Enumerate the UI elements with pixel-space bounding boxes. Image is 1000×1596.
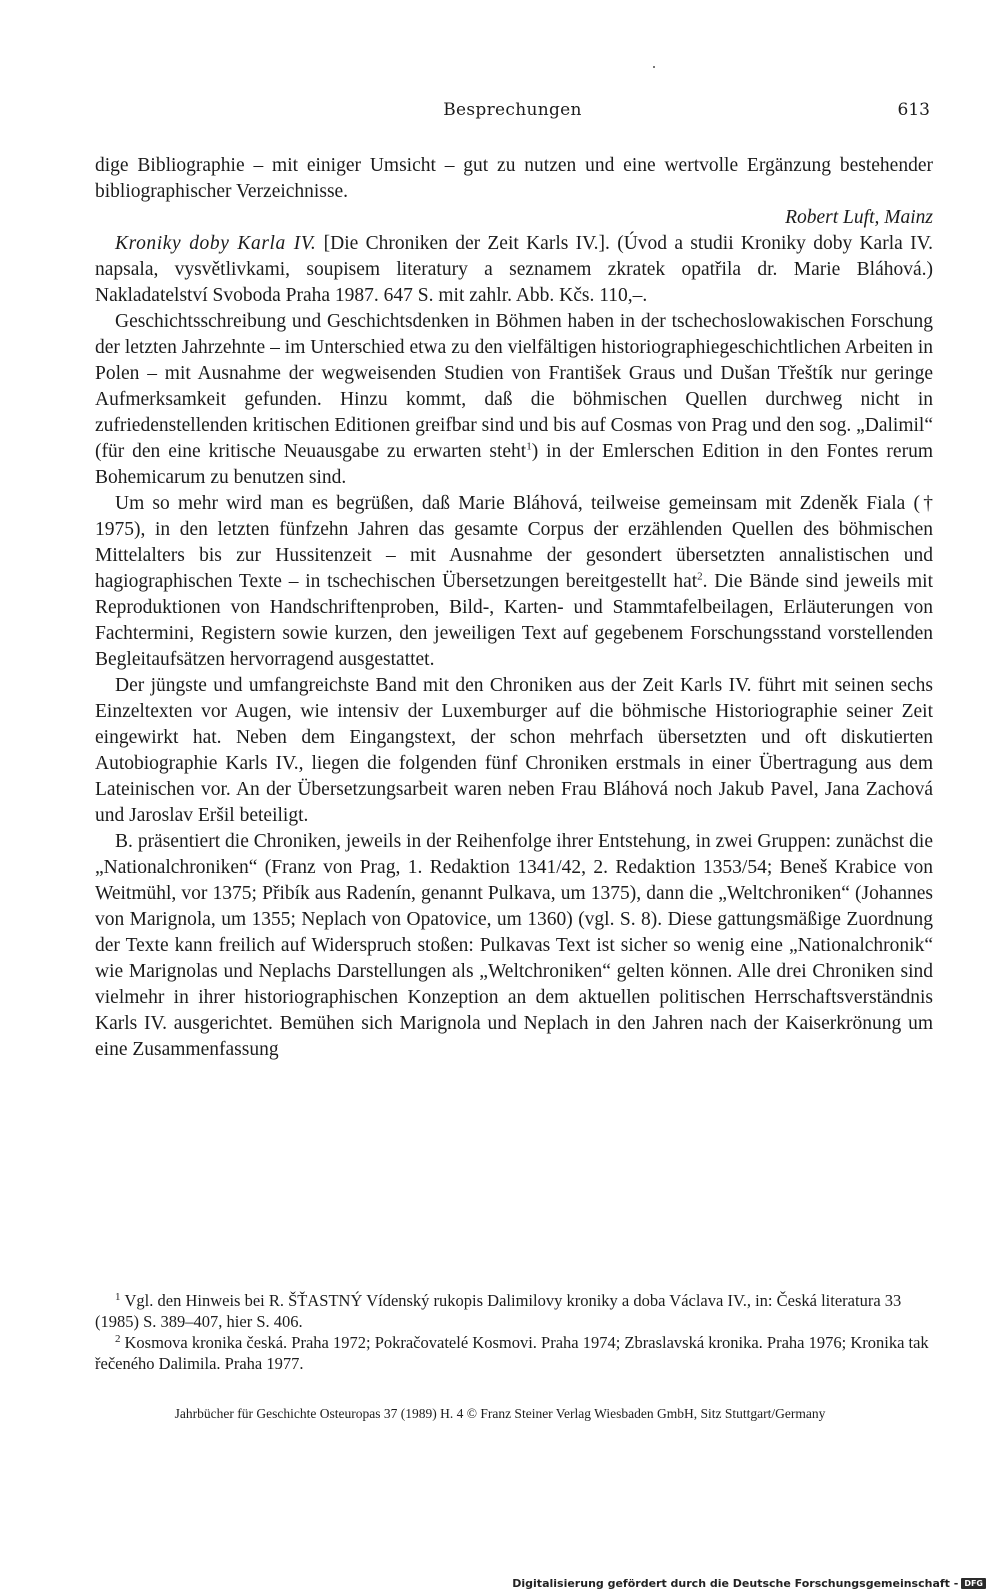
digitization-note	[512, 1577, 986, 1590]
footnote-ref-1: 1	[526, 440, 532, 453]
footnote-2: $^2$ Kosmova kronika česká. Praha 1972; Pokračovatelé Kosmovi. Praha 1974; Zbraslavská kronika. Praha 1976; Kronika tak řečeného Dalimila. Praha 1977.	[95, 1332, 929, 1373]
footnote-mark: 1	[115, 1290, 121, 1303]
journal-footer: Jahrbücher für Geschichte Osteuropas 37 (1989) H. 4 © Franz Steiner Verlag Wiesbaden GmbH, Sitz Stuttgart/Germany	[174, 1406, 826, 1421]
dfg-logo-icon: DFG	[961, 1578, 986, 1589]
paragraph-4: B. präsentiert die Chroniken, jeweils in der Reihenfolge ihrer Entstehung, in zwei Gruppen: zunächst die „Nationalchroniken“ (Franz von Prag, 1. Redaktion 1341/42, 2. Redaktion 1353/54; Beneš Krabice von Weitmühl, vor 1375; Přibík aus Radenín, genannt Pulkava, um 1375), dann die „Weltchroniken“ (Johannes von Marignola, um 1355; Neplach von Opatovice, um 1360) (vgl. S. 8). Diese gattungsmäßige Zuordnung der Texte kann freilich auf Widerspruch stoßen: Pulkavas Text ist sicher so wenig eine „Nationalchronik“ wie Marignolas und Neplachs Darstellungen als „Weltchroniken“ gelten können. Alle drei Chroniken sind vielmehr in ihrer historiographischen Konzeption an dem aktuellen politischen Herrschaftsverständnis Karls IV. ausgerichtet. Bemühen sich Marignola und Neplach in den Jahren nach der Kaiserkrönung um eine Zusammenfassung	[95, 831, 933, 1060]
body-text	[95, 153, 933, 1063]
scan-speck	[653, 66, 655, 68]
review-citation	[95, 231, 933, 309]
previous-review-closing: dige Bibliographie – mit einiger Umsicht – gut zu nutzen und eine wertvolle Ergänzung bestehender bibliographischer Verzeichnisse.	[95, 155, 933, 202]
page-header	[95, 100, 930, 128]
paragraph-2: Um so mehr wird man es begrüßen, daß Marie Bláhová, teilweise gemeinsam mit Zdeněk Fiala († 1975), in den letzten fünfzehn Jahren das gesamte Corpus der erzählenden Quellen des böhmischen Mittelalters bis zur Hussitenzeit – mit Ausnahme der gesondert übersetzten annalistischen und hagiographischen Texte – in tschechischen Übersetzungen bereitgestellt hat$^2$. Die Bände sind jeweils mit Reproduktionen von Handschriftenproben, Bild-, Karten- und Stammtafelbeilagen, Erläuterungen von Fachtermini, Registern sowie kurzen, den jeweiligen Text auf gegebenem Forschungsstand vorstellenden Begleitaufsätzen hervorragend ausgestattet.	[95, 493, 933, 670]
footnote-ref-2: 2	[697, 570, 703, 583]
paragraph-1: Geschichtsschreibung und Geschichtsdenken in Böhmen haben in der tschechoslowakischen Forschung der letzten Jahrzehnte – im Unterschied etwa zu den vielfältigen historiographiegeschichtlichen Arbeiten in Polen – mit Ausnahme der wegweisenden Studien von František Graus und Dušan Třeštík nur geringe Aufmerksamkeit gefunden. Hinzu kommt, daß die böhmischen Quellen durchweg nicht in zufriedenstellenden kritischen Editionen greifbar sind und bis auf Cosmas von Prag und den sog. „Dalimil“ (für den eine kritische Neuausgabe zu erwarten steht$^1$) in der Emlerschen Edition in den Fontes rerum Bohemicarum zu benutzen sind.	[95, 311, 933, 488]
running-title: Besprechungen	[443, 100, 582, 120]
book-title: Kroniky doby Karla IV.	[115, 233, 317, 254]
digitization-text: Digitalisierung gefördert durch die Deutsche Forschungsgemeinschaft -	[512, 1577, 959, 1590]
page-number: 613	[897, 100, 930, 120]
citation-details: [Die Chroniken der Zeit Karls IV.]. (Úvod a studii Kroniky doby Karla IV. napsala, vysvětlivkami, soupisem literatury a seznamem zkratek opatřila dr. Marie Bláhová.) Nakladatelství Svoboda Praha 1987. 647 S. mit zahlr. Abb. Kčs. 110,–.	[95, 233, 934, 306]
footnote-mark: 2	[115, 1332, 121, 1345]
paragraph-3: Der jüngste und umfangreichste Band mit den Chroniken aus der Zeit Karls IV. führt mit seinen sechs Einzeltexten vor Augen, wie intensiv der Luxemburger auf die böhmische Historiographie seiner Zeit eingewirkt hat. Neben dem Eingangstext, der schon mehrfach übersetzten und oft diskutierten Autobiographie Karls IV., liegen die folgenden fünf Chroniken erstmals in einer Übertragung aus dem Lateinischen vor. An der Übersetzungsarbeit waren neben Frau Bláhová noch Jakub Pavel, Jana Zachová und Jaroslav Eršil beteiligt.	[95, 675, 933, 826]
reviewer-signature: Robert Luft, Mainz	[785, 207, 933, 228]
footnote-1: $^1$ Vgl. den Hinweis bei R. ŠŤASTNÝ Vídenský rukopis Dalimilovy kroniky a doba Václava IV., in: Česká literatura 33 (1985) S. 389–407, hier S. 406.	[95, 1290, 902, 1331]
footnotes	[95, 1290, 933, 1374]
